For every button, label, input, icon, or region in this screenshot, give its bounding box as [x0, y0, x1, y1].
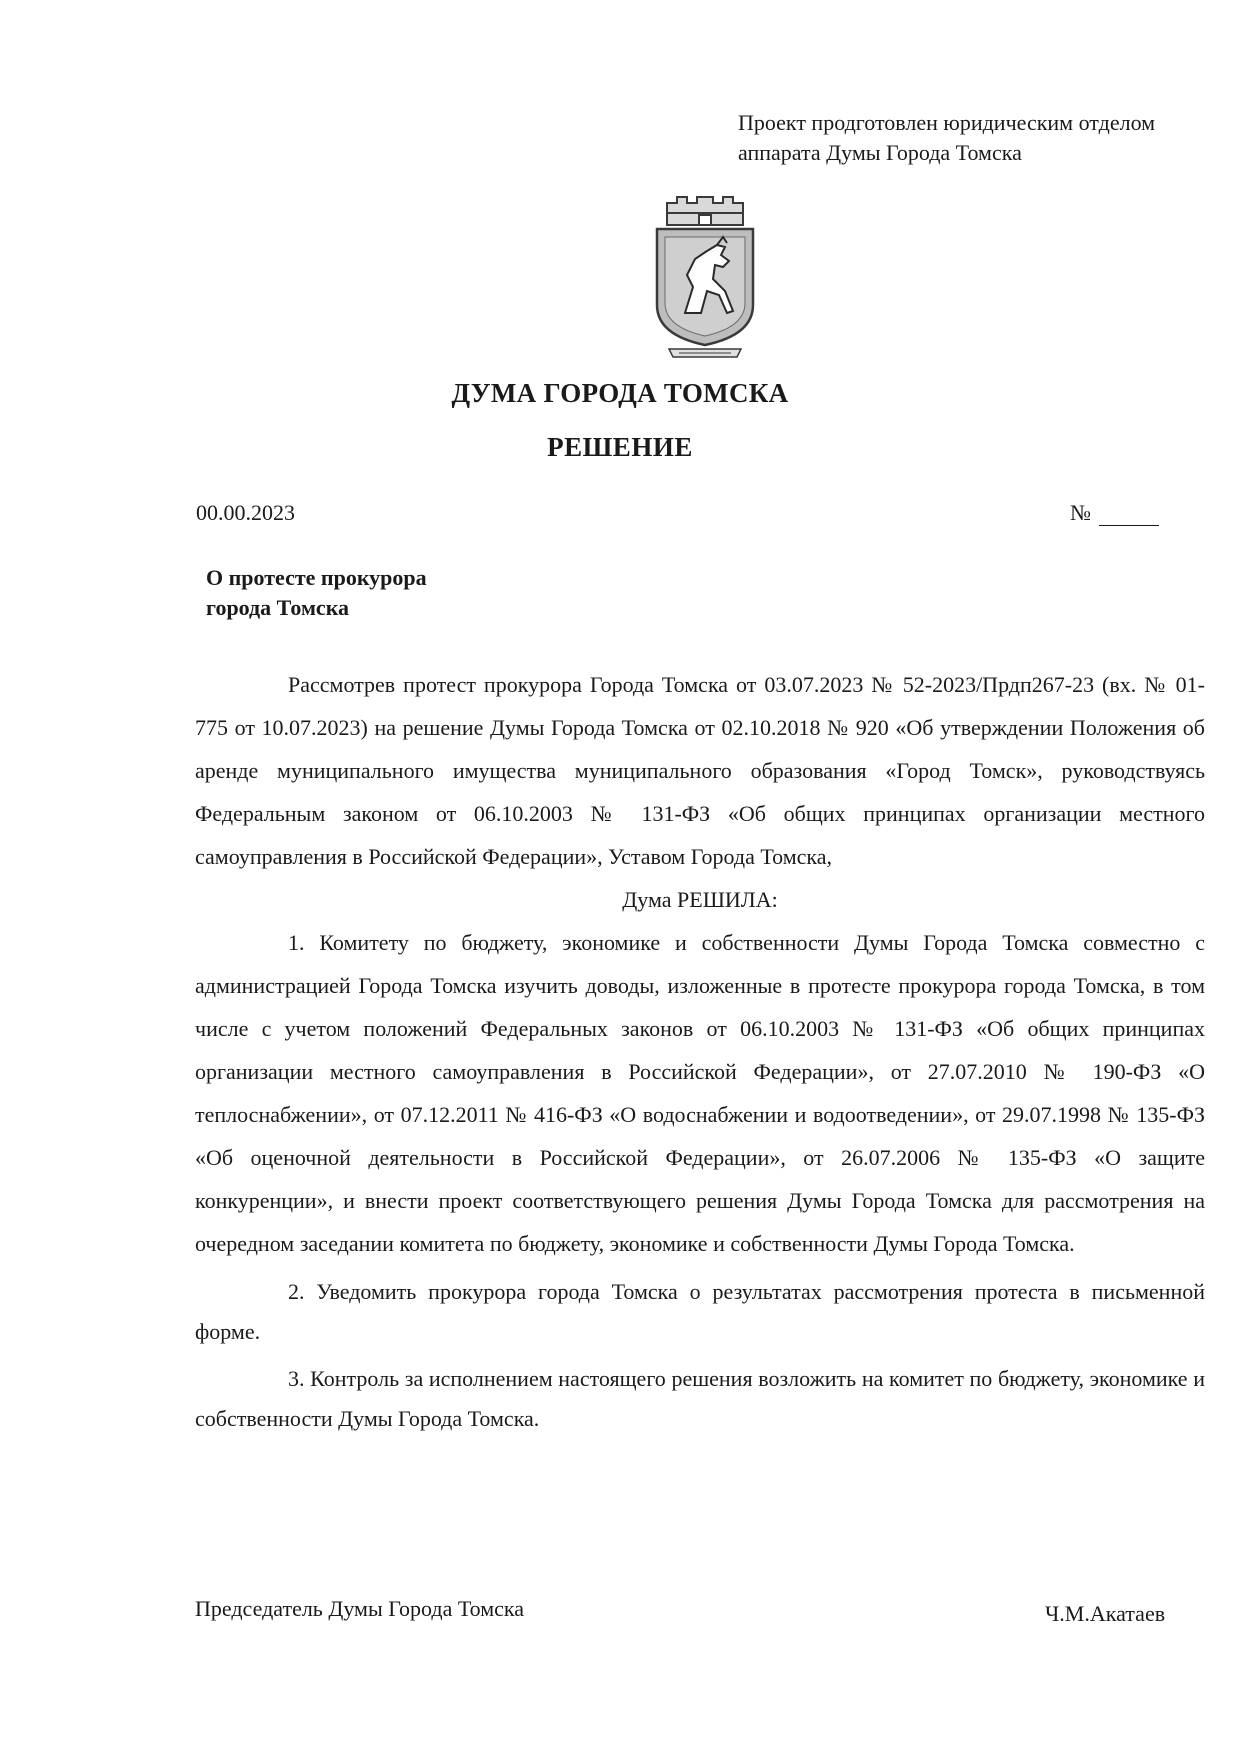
organization-title: ДУМА ГОРОДА ТОМСКА: [451, 378, 789, 408]
prepared-note: [738, 108, 1155, 168]
document-type-title: РЕШЕНИЕ: [547, 432, 693, 462]
subject-line-1: О протесте прокурора: [206, 565, 427, 590]
preamble-paragraph: Рассмотрев протест прокурора Города Томска от 03.07.2023 № 52-2023/Прдп267-23 (вх. № 01-775 от 10.07.2023) на решение Думы Города Томска от 02.10.2018 № 920 «Об утверждении Положения об аренде муниципального имущества муниципального образования «Город Томск», руководствуясь Федеральным законом от 06.10.2003 № 131-ФЗ «Об общих принципах организации местного самоуправления в Российской Федерации», Уставом Города Томска,: [195, 672, 1205, 869]
decision-item-1: 1. Комитету по бюджету, экономике и собственности Думы Города Томска совместно с администрацией Города Томска изучить доводы, изложенные в протесте прокурора города Томска, в том числе с учетом положений Федеральных законов от 06.10.2003 № 131-ФЗ «Об общих принципах организации местного самоуправления в Российской Федерации», от 27.07.2010 № 190-ФЗ «О теплоснабжении», от 07.12.2011 № 416-ФЗ «О водоснабжении и водоотведении», от 29.07.1998 № 135-ФЗ «Об оценочной деятельности в Российской Федерации», от 26.07.2006 № 135-ФЗ «О защите конкуренции», и внести проект соответствующего решения Думы Города Томска для рассмотрения на очередном заседании комитета по бюджету, экономике и собственности Думы Города Томска.: [195, 930, 1205, 1256]
tomsk-coat-of-arms-icon: [645, 195, 765, 365]
signature-role: Председатель Думы Города Томска: [195, 1596, 525, 1621]
document-date: 00.00.2023: [196, 500, 295, 525]
document-number-label: №: [1070, 500, 1091, 525]
prepared-note-line-2: аппарата Думы Города Томска: [738, 140, 1022, 165]
resolved-heading: Дума РЕШИЛА:: [622, 887, 778, 912]
decision-item-3: 3. Контроль за исполнением настоящего решения возложить на комитет по бюджету, экономике и собственности Думы Города Томска.: [195, 1366, 1205, 1431]
document-body: [195, 663, 1205, 1439]
document-number: [1070, 500, 1159, 526]
signature-name: Ч.М.Акатаев: [1045, 1601, 1166, 1626]
subject-line-2: города Томска: [206, 595, 350, 620]
document-subject: [206, 563, 427, 623]
prepared-note-line-1: Проект продготовлен юридическим отделом: [738, 110, 1156, 135]
decision-item-2: 2. Уведомить прокурора города Томска о результатах рассмотрения протеста в письменной форме.: [195, 1279, 1205, 1344]
document-number-blank: [1099, 505, 1159, 526]
